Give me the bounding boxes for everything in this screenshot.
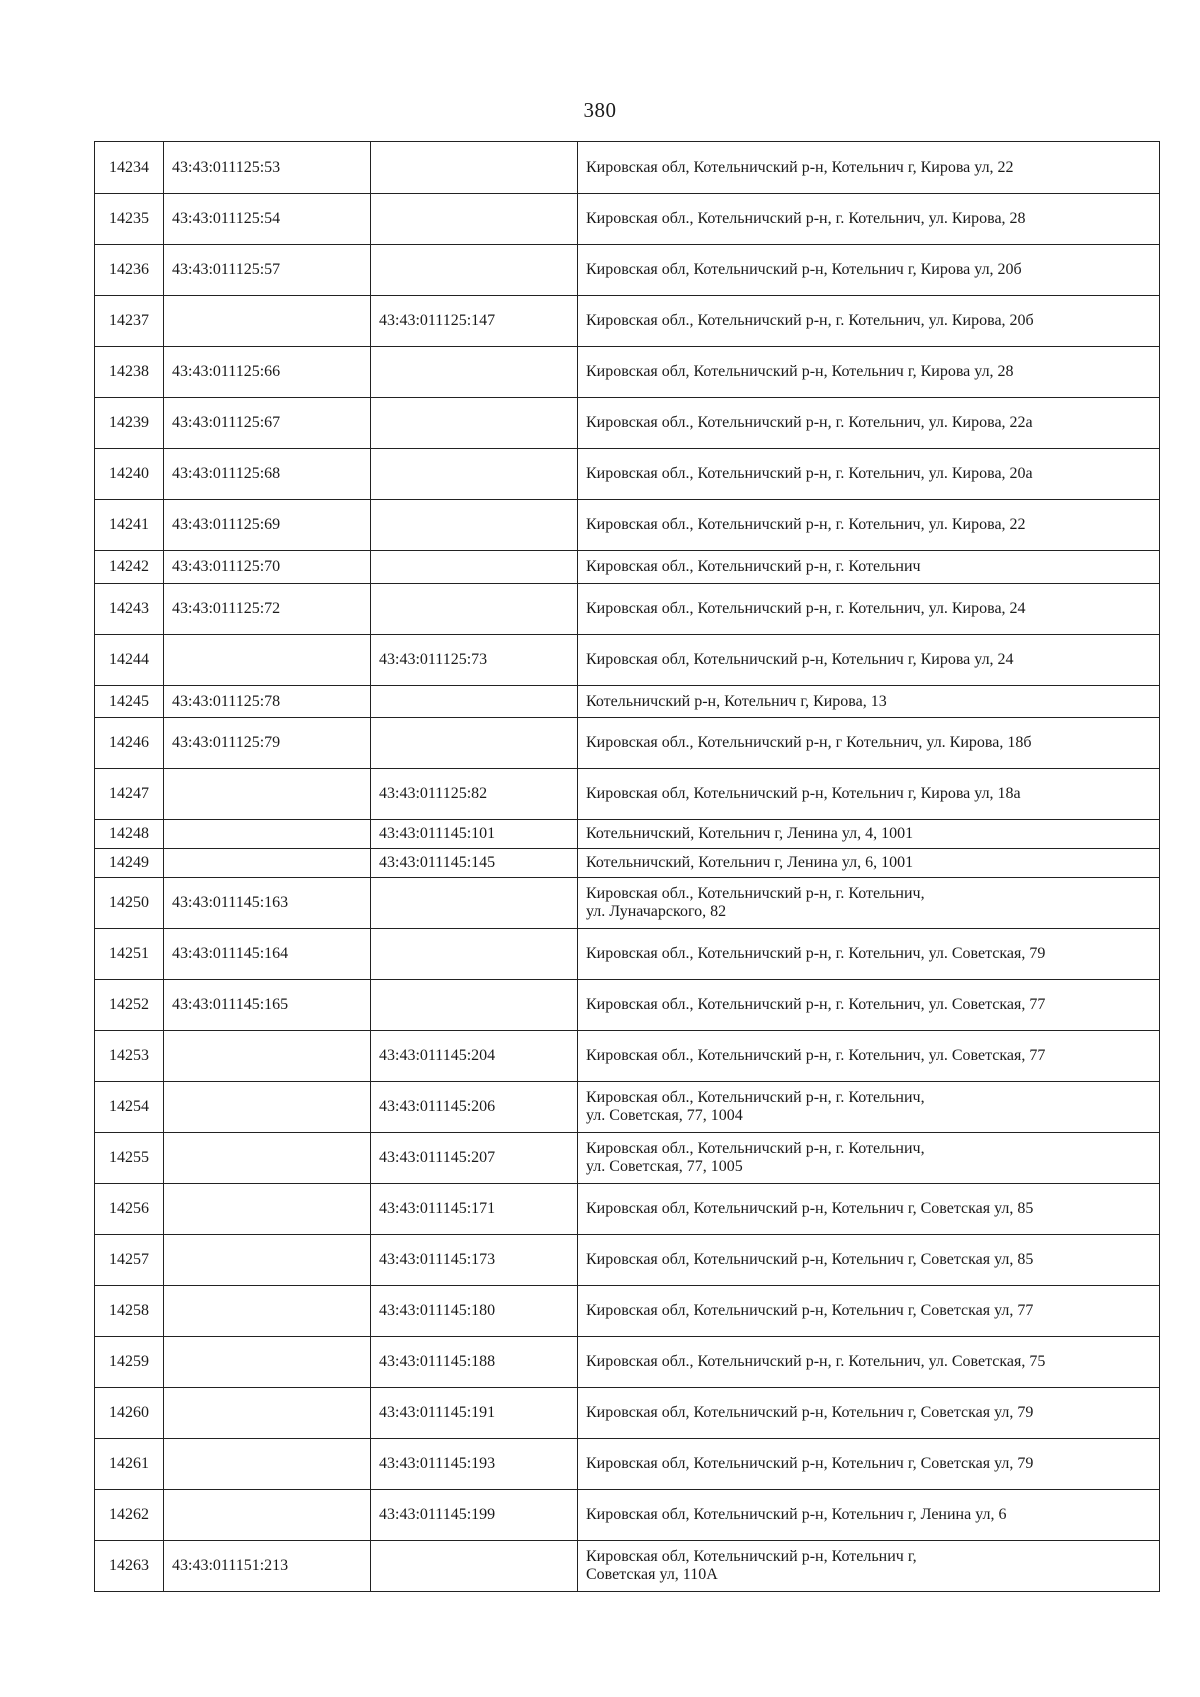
address-line: Кировская обл., Котельничский р-н, г. Котельнич, ул. Кирова, 22а [586,414,1033,431]
table-row [95,1439,1160,1490]
address-line: ул. Луначарского, 82 [586,903,727,920]
page-number: 380 [583,98,617,122]
object-cadastral-number-cell [371,980,578,1031]
address-line: Кировская обл, Котельничский р-н, Котельнич г, [586,1548,917,1565]
table-row [95,1184,1160,1235]
table-row [95,1082,1160,1133]
record-number-cell: 14256 [95,1184,164,1235]
address-line: Кировская обл., Котельничский р-н, г. Котельнич, [586,885,925,902]
record-number-cell: 14248 [95,820,164,849]
record-number-cell: 14242 [95,551,164,584]
cadastral-number-cell: 43:43:011145:163 [164,878,371,929]
address-line: Котельничский, Котельнич г, Ленина ул, 4, 1001 [586,825,914,842]
cadastral-number-cell [164,296,371,347]
cadastral-number-cell: 43:43:011125:78 [164,686,371,718]
address-cell [578,551,1160,584]
cadastral-number-cell: 43:43:011125:54 [164,194,371,245]
table-row [95,635,1160,686]
object-cadastral-number-cell [371,347,578,398]
address-cell [578,849,1160,878]
record-number-cell: 14236 [95,245,164,296]
cadastral-number-cell: 43:43:011125:66 [164,347,371,398]
table-row [95,1235,1160,1286]
object-cadastral-number-cell: 43:43:011145:180 [371,1286,578,1337]
object-cadastral-number-cell: 43:43:011125:147 [371,296,578,347]
cadastral-number-cell [164,1082,371,1133]
address-line: Кировская обл., Котельничский р-н, г. Котельнич, ул. Советская, 77 [586,1047,1046,1064]
address-line: Котельничский, Котельнич г, Ленина ул, 6, 1001 [586,854,914,871]
address-line: Кировская обл, Котельничский р-н, Котельнич г, Кирова ул, 22 [586,158,1014,176]
cadastral-number-cell: 43:43:011125:72 [164,584,371,635]
address-line: Кировская обл, Котельничский р-н, Котельнич г, Кирова ул, 28 [586,363,1014,380]
cadastral-number-cell: 43:43:011125:68 [164,449,371,500]
cadastral-number-cell [164,769,371,820]
table-row [95,1490,1160,1541]
table-row [95,584,1160,635]
record-number-cell: 14235 [95,194,164,245]
object-cadastral-number-cell: 43:43:011145:199 [371,1490,578,1541]
cadastral-number-cell: 43:43:011125:70 [164,551,371,584]
table-row [95,1337,1160,1388]
address-cell [578,1490,1160,1541]
cadastral-number-cell [164,1388,371,1439]
cadastral-number-cell [164,1286,371,1337]
address-cell [578,929,1160,980]
cadastral-number-cell [164,1439,371,1490]
object-cadastral-number-cell [371,1541,578,1592]
address-cell [578,584,1160,635]
address-line: Кировская обл, Котельничский р-н, Котельнич г, Кирова ул, 20б [586,261,1022,278]
address-cell [578,1286,1160,1337]
address-cell [578,347,1160,398]
record-number-cell: 14251 [95,929,164,980]
address-cell [578,820,1160,849]
address-cell [578,1235,1160,1286]
address-line: Кировская обл., Котельничский р-н, г. Котельнич, ул. Кирова, 20а [586,465,1033,482]
address-line: Кировская обл, Котельничский р-н, Котельнич г, Ленина ул, 6 [586,1506,1007,1523]
address-cell [578,718,1160,769]
address-cell [578,686,1160,718]
address-line: Кировская обл., Котельничский р-н, г. Котельнич, ул. Советская, 77 [586,996,1046,1013]
object-cadastral-number-cell [371,194,578,245]
record-number-cell: 14240 [95,449,164,500]
object-cadastral-number-cell [371,551,578,584]
object-cadastral-number-cell: 43:43:011145:206 [371,1082,578,1133]
address-line: Кировская обл, Котельничский р-н, Котельнич г, Советская ул, 85 [586,1251,1034,1268]
table-row [95,194,1160,245]
record-number-cell: 14261 [95,1439,164,1490]
address-line: Кировская обл, Котельничский р-н, Котельнич г, Советская ул, 79 [586,1404,1034,1421]
record-number-cell: 14234 [95,142,164,194]
address-cell [578,296,1160,347]
table-row [95,142,1160,194]
cadastral-number-cell: 43:43:011125:53 [164,142,371,194]
address-line: Кировская обл, Котельничский р-н, Котельнич г, Кирова ул, 24 [586,651,1014,668]
address-cell [578,398,1160,449]
object-cadastral-number-cell: 43:43:011125:73 [371,635,578,686]
record-number-cell: 14262 [95,1490,164,1541]
cadastral-number-cell: 43:43:011125:57 [164,245,371,296]
table-row [95,1031,1160,1082]
object-cadastral-number-cell [371,500,578,551]
object-cadastral-number-cell [371,245,578,296]
table-row [95,551,1160,584]
cadastral-number-cell [164,1235,371,1286]
address-line: Кировская обл., Котельничский р-н, г. Котельнич [586,558,921,575]
address-cell [578,1337,1160,1388]
address-line: Кировская обл, Котельничский р-н, Котельнич г, Советская ул, 85 [586,1200,1034,1217]
table-row [95,929,1160,980]
address-line: Советская ул, 110А [586,1566,718,1583]
cadastral-number-cell: 43:43:011125:67 [164,398,371,449]
object-cadastral-number-cell: 43:43:011125:82 [371,769,578,820]
object-cadastral-number-cell: 43:43:011145:191 [371,1388,578,1439]
cadastral-number-cell [164,820,371,849]
object-cadastral-number-cell: 43:43:011145:173 [371,1235,578,1286]
address-line: Кировская обл., Котельничский р-н, г. Котельнич, ул. Советская, 75 [586,1353,1046,1370]
address-cell [578,1031,1160,1082]
address-cell [578,980,1160,1031]
record-number-cell: 14263 [95,1541,164,1592]
record-number-cell: 14260 [95,1388,164,1439]
record-number-cell: 14250 [95,878,164,929]
address-cell [578,142,1160,194]
registry-table [94,141,1160,1592]
record-number-cell: 14243 [95,584,164,635]
address-cell [578,1082,1160,1133]
record-number-cell: 14259 [95,1337,164,1388]
object-cadastral-number-cell [371,142,578,194]
address-line: Кировская обл., Котельничский р-н, г. Котельнич, ул. Советская, 79 [586,945,1046,962]
table-row [95,718,1160,769]
address-cell [578,194,1160,245]
table-row [95,296,1160,347]
table-row [95,820,1160,849]
cadastral-number-cell [164,849,371,878]
address-cell [578,769,1160,820]
record-number-cell: 14245 [95,686,164,718]
address-cell [578,245,1160,296]
address-line: Кировская обл., Котельничский р-н, г. Котельнич, [586,1140,925,1157]
address-cell [578,635,1160,686]
record-number-cell: 14241 [95,500,164,551]
cadastral-number-cell: 43:43:011145:165 [164,980,371,1031]
table-row [95,245,1160,296]
object-cadastral-number-cell [371,584,578,635]
table-row [95,980,1160,1031]
record-number-cell: 14237 [95,296,164,347]
address-line: ул. Советская, 77, 1005 [586,1158,743,1175]
address-line: Кировская обл, Котельничский р-н, Котельнич г, Советская ул, 79 [586,1455,1034,1472]
record-number-cell: 14255 [95,1133,164,1184]
record-number-cell: 14257 [95,1235,164,1286]
object-cadastral-number-cell [371,878,578,929]
address-line: Кировская обл., Котельничский р-н, г. Котельнич, ул. Кирова, 28 [586,210,1026,227]
registry-table-body [95,142,1160,1592]
address-line: Кировская обл, Котельничский р-н, Котельнич г, Кирова ул, 18а [586,785,1021,802]
table-row [95,500,1160,551]
cadastral-number-cell [164,1184,371,1235]
record-number-cell: 14253 [95,1031,164,1082]
object-cadastral-number-cell: 43:43:011145:101 [371,820,578,849]
address-line: Кировская обл., Котельничский р-н, г. Котельнич, ул. Кирова, 20б [586,312,1034,329]
object-cadastral-number-cell [371,686,578,718]
record-number-cell: 14258 [95,1286,164,1337]
address-line: Кировская обл., Котельничский р-н, г. Котельнич, ул. Кирова, 22 [586,516,1026,533]
object-cadastral-number-cell: 43:43:011145:204 [371,1031,578,1082]
object-cadastral-number-cell: 43:43:011145:207 [371,1133,578,1184]
record-number-cell: 14254 [95,1082,164,1133]
cadastral-number-cell [164,635,371,686]
address-cell [578,449,1160,500]
object-cadastral-number-cell: 43:43:011145:193 [371,1439,578,1490]
table-row [95,878,1160,929]
record-number-cell: 14246 [95,718,164,769]
address-line: Кировская обл., Котельничский р-н, г. Котельнич, [586,1089,925,1106]
object-cadastral-number-cell: 43:43:011145:171 [371,1184,578,1235]
address-line: Кировская обл., Котельничский р-н, г Котельнич, ул. Кирова, 18б [586,734,1032,751]
address-line: Кировская обл., Котельничский р-н, г. Котельнич, ул. Кирова, 24 [586,600,1026,617]
cadastral-number-cell [164,1133,371,1184]
cadastral-number-cell [164,1490,371,1541]
object-cadastral-number-cell [371,449,578,500]
cadastral-number-cell: 43:43:011145:164 [164,929,371,980]
table-row [95,347,1160,398]
address-line: Котельничский р-н, Котельнич г, Кирова, 13 [586,692,887,710]
address-cell [578,1439,1160,1490]
record-number-cell: 14252 [95,980,164,1031]
table-row [95,1133,1160,1184]
address-cell [578,1388,1160,1439]
record-number-cell: 14249 [95,849,164,878]
object-cadastral-number-cell [371,929,578,980]
cadastral-number-cell [164,1031,371,1082]
address-cell [578,1133,1160,1184]
cadastral-number-cell: 43:43:011151:213 [164,1541,371,1592]
cadastral-number-cell: 43:43:011125:79 [164,718,371,769]
address-cell [578,1541,1160,1592]
cadastral-number-cell: 43:43:011125:69 [164,500,371,551]
record-number-cell: 14244 [95,635,164,686]
table-row [95,1388,1160,1439]
object-cadastral-number-cell: 43:43:011145:188 [371,1337,578,1388]
address-cell [578,878,1160,929]
table-row [95,686,1160,718]
table-row [95,449,1160,500]
table-row [95,1286,1160,1337]
record-number-cell: 14247 [95,769,164,820]
address-cell [578,500,1160,551]
address-cell [578,1184,1160,1235]
table-row [95,849,1160,878]
table-row [95,398,1160,449]
object-cadastral-number-cell [371,398,578,449]
record-number-cell: 14239 [95,398,164,449]
table-row [95,769,1160,820]
object-cadastral-number-cell [371,718,578,769]
address-line: Кировская обл, Котельничский р-н, Котельнич г, Советская ул, 77 [586,1302,1034,1319]
record-number-cell: 14238 [95,347,164,398]
object-cadastral-number-cell: 43:43:011145:145 [371,849,578,878]
table-row [95,1541,1160,1592]
address-line: ул. Советская, 77, 1004 [586,1107,743,1124]
cadastral-number-cell [164,1337,371,1388]
